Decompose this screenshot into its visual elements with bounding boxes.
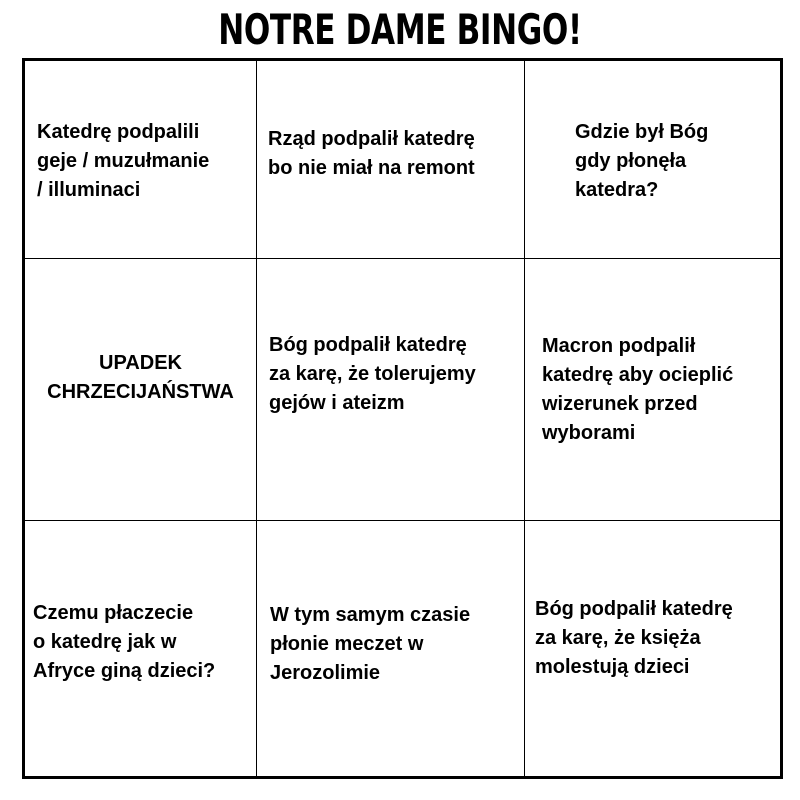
page-title: NOTRE DAME BINGO!	[218, 5, 582, 54]
bingo-cell-9-text: Bóg podpalił katedrę za karę, że księża molestują dzieci	[535, 598, 733, 678]
grid-line-horizontal-1	[25, 258, 780, 259]
bingo-cell-9	[535, 595, 733, 682]
bingo-cell-4-text: UPADEK CHRZECIJAŃSTWA	[47, 352, 234, 403]
bingo-cell-7-text: Czemu płaczecie o katedrę jak w Afryce giną dzieci?	[33, 602, 216, 682]
bingo-cell-3-text: Gdzie był Bóg gdy płonęła katedra?	[575, 121, 709, 201]
bingo-cell-2	[268, 125, 475, 183]
grid-line-vertical-1	[256, 61, 257, 776]
grid-line-vertical-2	[524, 61, 525, 776]
bingo-cell-8-text: W tym samym czasie płonie meczet w Jerozolimie	[270, 604, 471, 684]
bingo-cell-2-text: Rząd podpalił katedrę bo nie miał na remont	[268, 128, 475, 179]
bingo-cell-4	[25, 349, 256, 407]
bingo-cell-1-text: Katedrę podpalili geje / muzułmanie / illuminaci	[37, 121, 210, 201]
bingo-cell-8	[270, 601, 470, 688]
grid-line-horizontal-2	[25, 520, 780, 521]
bingo-cell-6	[542, 332, 733, 448]
bingo-cell-3	[575, 118, 708, 205]
bingo-cell-1	[37, 118, 209, 205]
bingo-cell-7	[33, 599, 215, 686]
bingo-cell-6-text: Macron podpalił katedrę aby ocieplić wizerunek przed wyborami	[542, 335, 734, 444]
bingo-cell-5-text: Bóg podpalił katedrę za karę, że tolerujemy gejów i ateizm	[269, 334, 476, 414]
bingo-board	[22, 58, 783, 779]
bingo-cell-5	[269, 331, 476, 418]
